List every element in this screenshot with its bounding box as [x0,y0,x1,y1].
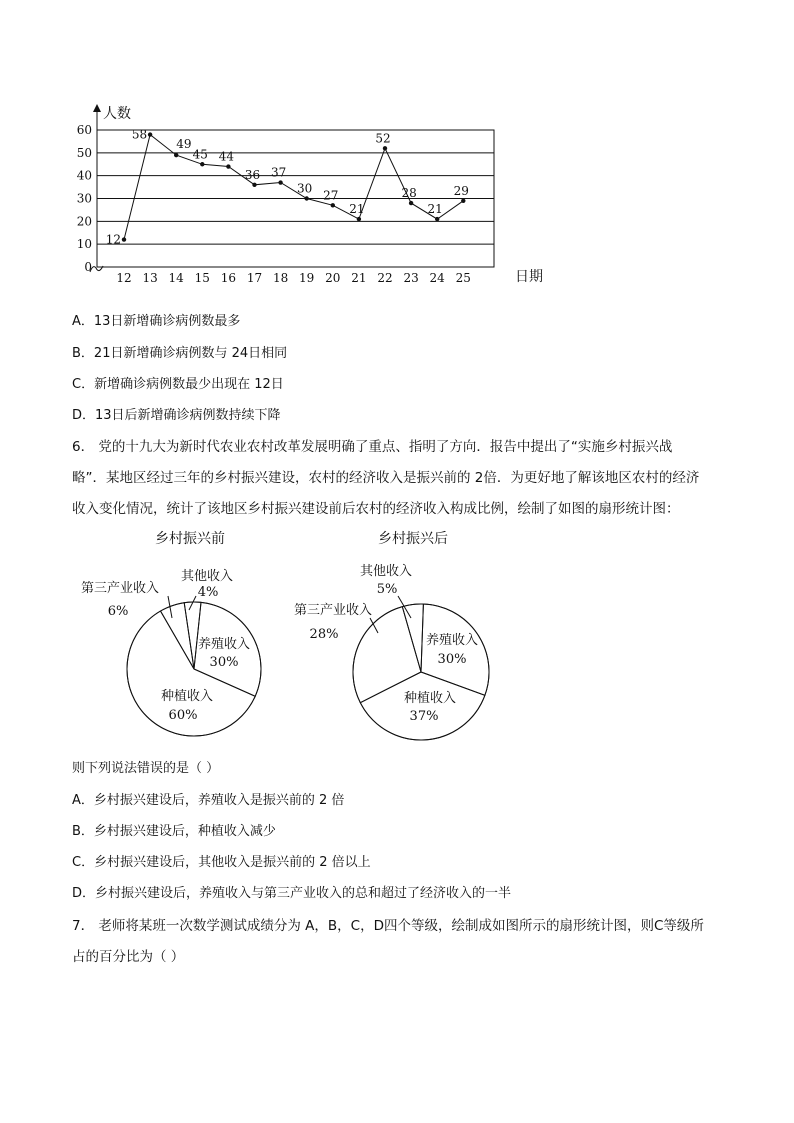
pie2-pct-tertiary: 28% [309,627,339,642]
q7-text-line-2: 占的百分比为（ ） [72,949,185,965]
pie2-label-tertiary: 第三产业收入 [293,603,373,618]
data-label: 49 [176,137,192,152]
x-tick-label: 21 [351,271,367,285]
q6-option-c: C．乡村振兴建设后，其他收入是振兴前的 2 倍以上 [72,855,371,870]
x-tick-label: 20 [325,271,341,285]
q5-option-d: D．13日后新增确诊病例数持续下降 [72,408,281,423]
pie1-pct-planting: 60% [168,708,198,723]
x-tick-label: 12 [116,271,132,285]
y-tick-label: 40 [76,168,92,183]
y-tick-label: 0 [84,260,92,274]
y-tick-label: 30 [76,191,92,206]
q6-text-line-1: 6． 党的十九大为新时代农业农村改革发展明确了重点、指明了方向．报告中提出了“实施乡村振兴战 [72,439,673,455]
data-label: 21 [427,202,443,217]
pie2-pct-other: 5% [376,582,398,597]
data-label: 52 [375,131,391,146]
q5-option-b: B．21日新增确诊病例数与 24日相同 [72,346,288,361]
x-tick-label: 18 [272,271,289,285]
pie1-label-other: 其他收入 [180,569,234,584]
x-tick-label: 23 [403,271,419,285]
x-tick-label: 14 [168,271,184,285]
y-tick-label: 10 [76,237,92,252]
pie1-pct-other: 4% [197,585,219,600]
data-label: 21 [349,202,365,217]
pie2-pct-breeding: 30% [437,652,467,667]
data-label: 12 [105,232,121,247]
x-axis-label: 日期 [515,269,543,285]
q6-text-line-2: 略”．某地区经过三年的乡村振兴建设，农村的经济收入是振兴前的 2倍．为更好地了解该地区农村的经济 [72,470,700,486]
data-label: 44 [218,149,235,164]
q6-option-b: B．乡村振兴建设后，种植收入减少 [72,824,276,839]
y-tick-label: 50 [76,145,92,160]
pie1-pct-tertiary: 6% [107,604,129,619]
pie1-label-planting: 种植收入 [160,689,214,704]
x-tick-label: 19 [299,271,315,285]
data-label: 37 [270,165,287,180]
x-tick-label: 16 [220,271,237,285]
data-label: 36 [244,167,261,182]
data-label: 29 [453,183,469,198]
pie2-pct-planting: 37% [409,709,439,724]
pie1-pct-breeding: 30% [209,655,239,670]
pie2-title: 乡村振兴后 [378,531,448,547]
pie2-label-breeding: 养殖收入 [425,633,479,648]
q5-option-c: C．新增确诊病例数最少出现在 12日 [72,377,284,392]
y-tick-label: 60 [76,123,92,137]
q6-text-line-3: 收入变化情况，统计了该地区乡村振兴建设前后农村的经济收入构成比例，绘制了如图的扇形统计图： [72,501,680,517]
data-label: 45 [192,147,208,162]
q6-question: 则下列说法错误的是（ ） [72,761,220,776]
x-tick-label: 22 [377,271,393,285]
x-tick-label: 25 [455,271,471,285]
x-tick-label: 13 [142,271,158,285]
pie2-label-planting: 种植收入 [403,691,457,706]
q6-option-d: D．乡村振兴建设后，养殖收入与第三产业收入的总和超过了经济收入的一半 [72,886,512,901]
pie2-label-other: 其他收入 [359,564,413,579]
data-label: 30 [297,181,313,196]
x-tick-label: 24 [429,271,445,285]
data-label: 58 [131,127,148,142]
q7-text-line-1: 7． 老师将某班一次数学测试成绩分为 A，B，C，D四个等级，绘制成如图所示的扇形统计图，则C等级所 [72,918,704,934]
x-tick-label: 15 [194,271,210,285]
q5-option-a: A．13日新增确诊病例数最多 [72,314,241,329]
y-axis-label: 人数 [103,106,131,122]
pie1-label-tertiary: 第三产业收入 [80,581,160,596]
x-tick-label: 17 [246,271,263,285]
pie1-title: 乡村振兴前 [155,531,225,547]
q6-option-a: A．乡村振兴建设后，养殖收入是振兴前的 2 倍 [72,793,345,808]
y-tick-label: 20 [76,214,92,229]
data-label: 27 [323,188,339,203]
pie1-label-breeding: 养殖收入 [197,637,251,652]
data-label: 28 [401,186,417,201]
